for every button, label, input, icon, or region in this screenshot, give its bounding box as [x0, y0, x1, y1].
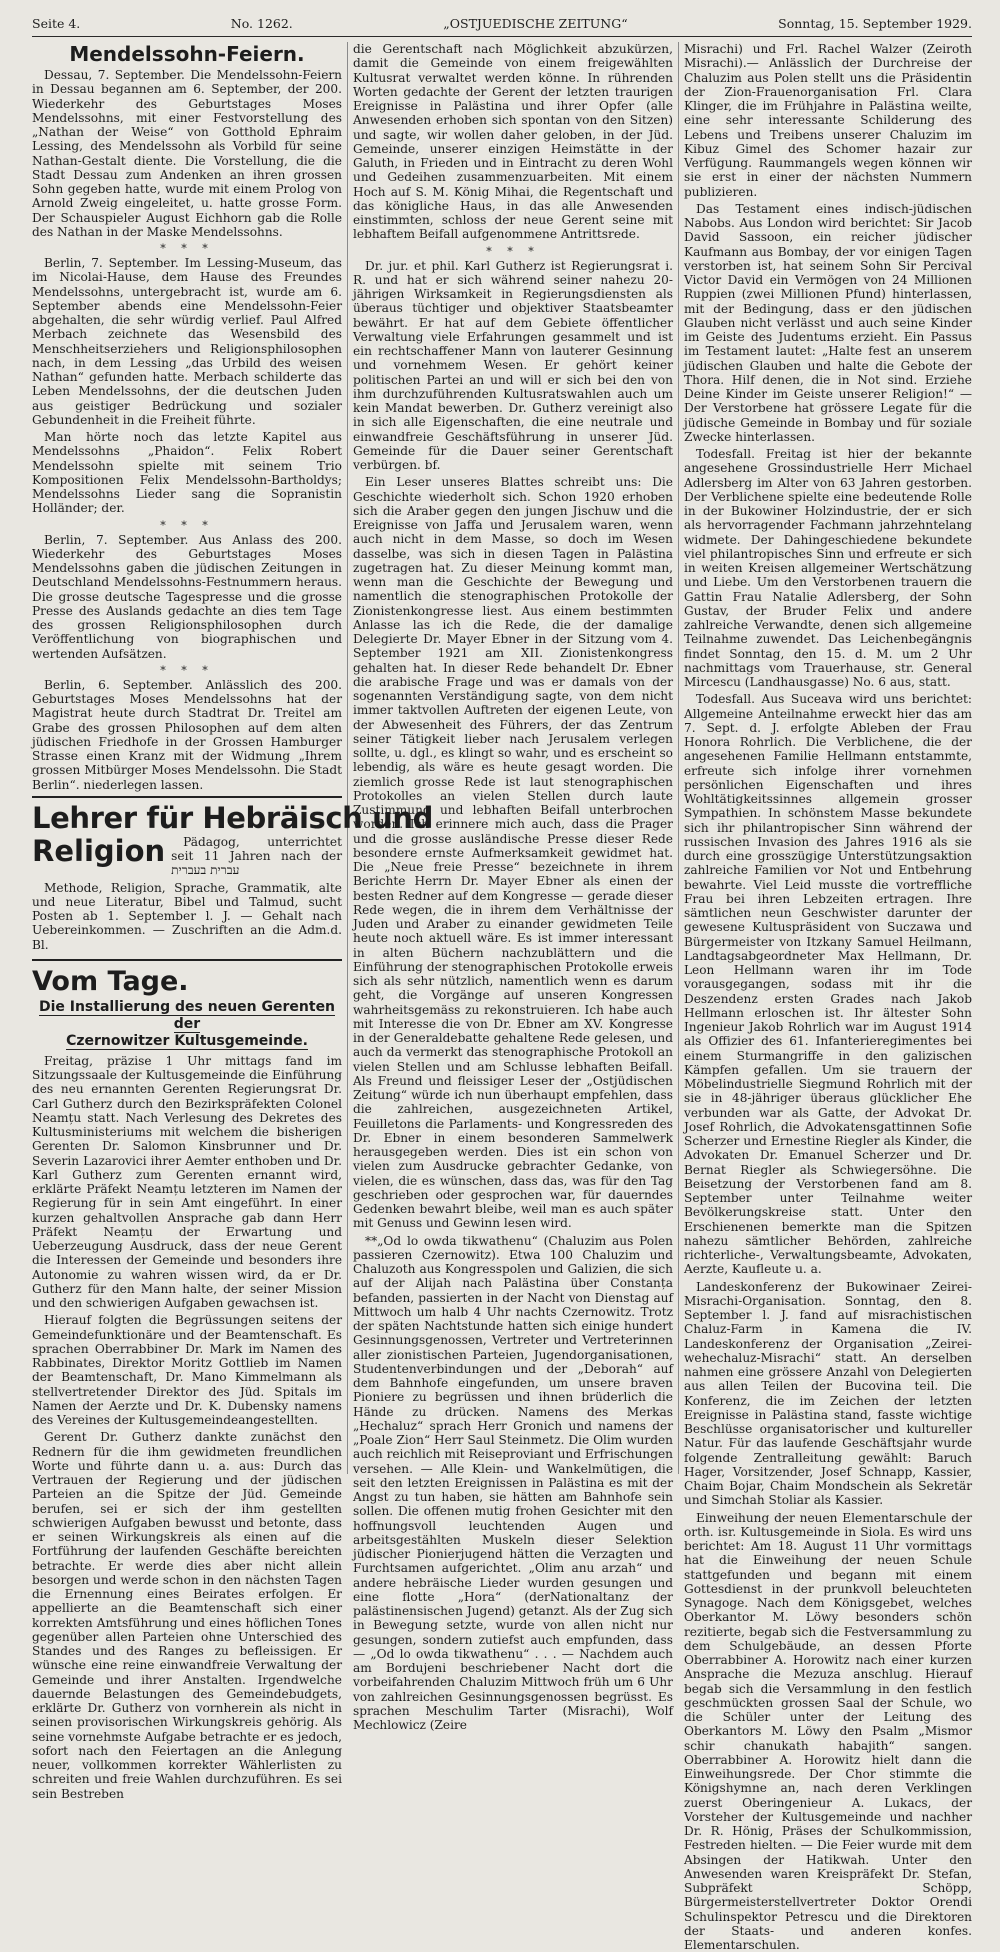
section-divider: * * * — [32, 519, 342, 532]
ad-side-text: Pädagog, unterrichtet seit 11 Jahren nach der עברית בעברית — [171, 835, 342, 878]
article-paragraph: Man hörte noch das letzte Kapitel aus Mendelssohns „Phaidon“. Felix Robert Mendelssohn spielte mit seinem Trio Kompositionen Felix Mendelssohn-Bartholdys; Mendelssohns Lieder sang die Sopranistin Holländer; der. — [32, 430, 342, 516]
ad-title-word: Religion — [32, 835, 165, 868]
article-paragraph: Hierauf folgten die Begrüssungen seitens der Gemeindefunktionäre und der Beamtenschaft. Es sprachen Oberrabbiner Dr. Mark im Namen des Rabbinates, Direktor Moritz Gottlieb im Namen der Beamtenschaft, Dr. Mano Kimmelmann als stellvertretender Direktor des Jüd. Spitals im Namen der Aerzte und Dr. K. Dubensky namens des Vereines der Kultusgemeindeangestellten. — [32, 1313, 342, 1427]
section-divider: * * * — [32, 664, 342, 677]
article-paragraph: Freitag, präzise 1 Uhr mittags fand im Sitzungssaale der Kultusgemeinde die Einführung des neu ernannten Gerenten Regierungsrat Dr. Carl Gutherz durch den Bezirkspräfekten Colonel Neamțu statt. Nach Verlesung des Dekretes des Kultusministeriums mit welchem die bisherigen Gerenten Dr. Salomon Kinsbrunner und Dr. Severin Lazarovici ihrer Aemter enthoben und Dr. Karl Gutherz zum Gerenten ernannt wird, erklärte Präfekt Neamțu letzteren im Namen der Regierung für in sein Amt eingeführt. In einer kurzen gehaltvollen Ansprache gab dann Herr Präfekt Neamțu der Erwartung und Ueberzeugung Ausdruck, dass der neue Gerent die Interessen der Gemeinde und besonders ihre Autonomie zu wahren wissen wird, da er Dr. Gutherz für den Mann halte, der seiner Mission und den schwierigen Aufgaben gewachsen ist. — [32, 1054, 342, 1311]
column-1 — [32, 42, 342, 1474]
subheadline-line-2: Czernowitzer Kultusgemeinde. — [66, 1033, 308, 1050]
section-divider: * * * — [32, 242, 342, 255]
article-paragraph: Berlin, 6. September. Anlässlich des 200. Geburtstages Moses Mendelssohns hat der Magistrat heute durch Stadtrat Dr. Treitel am Grabe des grossen Philosophen auf dem alten jüdischen Friedhofe in der Grossen Hamburger Strasse einen Kranz mit der Widmung „Ihrem grossen Mitbürger Moses Mendelssohn. Die Stadt Berlin“. niederlegen lassen. — [32, 678, 342, 792]
subheadline-line-1: Die Installierung des neuen Gerenten der — [39, 999, 335, 1033]
article-paragraph: Dr. jur. et phil. Karl Gutherz ist Regierungsrat i. R. und hat er sich während seiner nahezu 20-jährigen Wirksamkeit in Regierungsdiensten als überaus tüchtiger und objektiver Staatsbeamter bewährt. Er hat auf dem Gebiete öffentlicher Verwaltung viele Erfahrungen gesammelt und ist ein rechtschaffener Mann von lauterer Gesinnung und vornehmem Wesen. Er gehört keiner politischen Partei an und will er sich bei den von ihm durchzuführenden Kultusratswahlen auch um kein Mandat bewerben. Dr. Gutherz vereinigt also in sich alle Eigenschaften, die eine neutrale und einwandfreie Geschäftsführung in unserer Jüd. Gemeinde für die Dauer seiner Gerentschaft verbürgen. bf. — [353, 259, 673, 473]
newspaper-title: „OSTJUEDISCHE ZEITUNG“ — [443, 16, 627, 31]
article-paragraph: **„Od lo owda tikwathenu“ (Chaluzim aus Polen passieren Czernowitz). Etwa 100 Chaluzim und Chaluzoth aus Kongresspolen und Galizien, die sich auf der Alijah nach Palästina über Constanța befanden, passierten in der Nacht von Dienstag auf Mittwoch um halb 4 Uhr nachts Czernowitz. Trotz der späten Nachtstunde hatten sich einige hundert Gesinnungsgenossen, Vertreter und Vertreterinnen aller zionistischen Parteien, Jugendorganisationen, Studentenverbindungen und der „Deborah“ auf dem Bahnhofe eingefunden, um unsere braven Pioniere zu begrüssen und ihnen brüderlich die Hände zu drücken. Namens des Merkas „Hechaluz“ sprach Herr Gronich und namens der „Poale Zion“ Herr Saul Steinmetz. Die Olim wurden auch reichlich mit Reiseproviant und Erfrischungen versehen. — Alle Klein- und Wankelmütigen, die seit den letzten Ereignissen in Palästina es mit der Angst zu tun haben, sie hätten am Bahnhofe sein sollen. Die offenen mutig frohen Gesichter mit den hoffnungsvoll leuchtenden Augen und arbeitsgestählten Muskeln dieser Selektion jüdischer Pionierjugend hätten die Verzagten und Furchtsamen aufgerichtet. „Olim anu arzah“ und andere hebräische Lieder wurden gesungen und eine flotte „Hora“ (derNationaltanz der palästinensischen Jugend) getanzt. Als der Zug sich in Bewegung setzte, wurde von allen nicht nur gesungen, sondern zutiefst auch empfunden, dass — „Od lo owda tikwathenu“ . . . — Nachdem auch am Bordujeni beschriebener Nacht dort die vorbeifahrenden Chaluzim Mittwoch früh um 6 Uhr von zahlreichen Gesinnungsgenossen begrüsst. Es sprachen Meschulim Tarter (Misrachi), Wolf Mechlowicz (Zeire — [353, 1234, 673, 1733]
column-divider — [678, 42, 679, 1474]
article-paragraph: Einweihung der neuen Elementarschule der orth. isr. Kultusgemeinde in Siola. Es wird uns berichtet: Am 18. August 11 Uhr vormittags hat die Einweihung der neuen Schule stattgefunden und begann mit einem Gottesdienst in der prunkvoll beleuchteten Synagoge. Nach dem Königsgebet, welches Oberkantor M. Löwy besonders schön rezitierte, begab sich die Festversammlung zu dem Schulgebäude, an dessen Pforte Oberrabbiner A. Horowitz nach einer kurzen Ansprache die Mezuza anschlug. Hierauf begab sich die Versammlung in den festlich geschmückten grossen Saal der Schule, wo die Schüler unter der Leitung des Oberkantors M. Löwy den Psalm „Mismor schir chanukath habajith“ sangen. Oberrabbiner A. Horowitz hielt dann die Einweihungsrede. Der Chor stimmte die Königshymne an, nach deren Verklingen zuerst Oberingenieur A. Lukacs, der Vorsteher der Kultusgemeinde und nachher Dr. R. Hönig, Präses der Schulkommission, Festreden hielten. — Die Feier wurde mit dem Absingen der Hatikwah. Unter den Anwesenden waren Kreispräfekt Dr. Stefan, Subpräfekt Schöpp, Bürgermeisterstellvertreter Doktor Orendi Schulinspektor Petrescu und die Direktoren der Staats- und anderen konfes. Elementarschulen. — [684, 1511, 972, 1952]
article-paragraph: Berlin, 7. September. Im Lessing-Museum, das im Nicolai-Hause, dem Hause des Freundes Mendelssohns, untergebracht ist, wurde am 6. September abends eine Mendelssohn-Feier abgehalten, die sehr würdig verlief. Paul Alfred Merbach zeichnete das Wesensbild des Menschheitserziehers und Religionsphilosophen nach, in dem Lessing „das Urbild des weisen Nathan“ gefunden hatte. Merbach schilderte das Leben Mendelssohns, der die deutschen Juden aus geistiger Bedrückung und sozialer Gebundenheit in die Freiheit führte. — [32, 256, 342, 427]
column-2 — [353, 42, 673, 1474]
article-paragraph: Dessau, 7. September. Die Mendelssohn-Feiern in Dessau begannen am 6. September, der 200. Wiederkehr des Geburtstages Moses Mendelssohns, mit einer Festvorstellung des „Nathan der Weise“ von Gotthold Ephraim Lessing, des Mendelssohn als Vorbild für seine Nathan-Gestalt diente. Die Vorstellung, die die Stadt Dessau zum Andenken an ihren grossen Sohn gegeben hatte, wurde mit einem Prolog von Arnold Zweig eingeleitet, u. hatte grosse Form. Der Schauspieler August Eichhorn gab die Rolle des Nathan in der Maske Mendelssohns. — [32, 68, 342, 239]
section-title: Vom Tage. — [32, 967, 342, 997]
teacher-advertisement — [32, 796, 342, 961]
article-subheadline — [32, 999, 342, 1050]
article-paragraph: Das Testament eines indisch-jüdischen Nabobs. Aus London wird berichtet: Sir Jacob David Sassoon, ein reicher jüdischer Kaufmann aus Bombay, der vor einigen Tagen verstorben ist, hat seinem Sohn Sir Percival Victor David ein Vermögen von 24 Millionen Ruppien (zwei Millionen Pfund) hinterlassen, mit der Bedingung, dass er den jüdischen Glauben nicht verlässt und auch seine Kinder im Geiste des Judentums erzieht. Ein Passus im Testament lautet: „Halte fest an unserem jüdischen Glauben und halte die Gebote der Thora. Hilf denen, die in Not sind. Erziehe Deine Kinder im Geiste unserer Religion!“ — Der Verstorbene hat grössere Legate für die jüdische Gemeinde in Bombay und für soziale Zwecke hinterlassen. — [684, 202, 972, 444]
ad-body: Methode, Religion, Sprache, Grammatik, alte und neue Literatur, Bibel und Talmud, sucht Posten ab 1. September l. J. — Gehalt nach Uebereinkommen. — Zuschriften an die Adm.d. Bl. — [32, 881, 342, 952]
header-rule — [32, 36, 972, 37]
mendelssohn-headline: Mendelssohn-Feiern. — [32, 42, 342, 66]
page-header — [32, 12, 972, 34]
ad-title: Lehrer für Hebräisch und — [32, 802, 342, 835]
ad-row — [32, 835, 342, 881]
column-3 — [684, 42, 972, 1474]
article-paragraph: Gerent Dr. Gutherz dankte zunächst den Rednern für die ihm gewidmeten freundlichen Worte und führte dann u. a. aus: Durch das Vertrauen der Regierung und der jüdischen Parteien an die Spitze der Jüd. Gemeinde berufen, sei er sich der ihm gestellten schwierigen Aufgaben bewusst und betonte, dass er seinen Wirkungskreis als einen auf die Fortführung der laufenden Geschäfte bereichten betrachte. Er werde dies aber nicht allein besorgen und werde schon in den nächsten Tagen die Ernennung eines Beirates erfolgen. Er appellierte an die Beamtenschaft sich einer korrekten Amtsführung und eines höflichen Tones gegenüber allen Parteien ohne Unterschied des Standes und des Ranges zu befleissigen. Er wünsche eine reine einwandfreie Verwaltung der Gemeinde und ihrer Anstalten. Irgendwelche dauernde Belastungen des Gemeindebudgets, erklärte Dr. Gutherz von vornherein als nicht in seinen provisorischen Wirkungskreis gehörig. Als seine vornehmste Aufgabe betrachte er es jedoch, sofort nach den Feiertagen an die Anlegung neuer, vollkommen korrekter Wählerlisten zu schreiten und freie Wahlen durchzuführen. Es sei sein Bestreben — [32, 1430, 342, 1801]
article-paragraph: Todesfall. Freitag ist hier der bekannte angesehene Grossindustrielle Herr Michael Adlersberg im Alter von 63 Jahren gestorben. Der Verblichene spielte eine bedeutende Rolle in der Bukowiner Holzindustrie, der er sich als hervorragender Fachmann jahrzehntelang widmete. Der Dahingeschiedene bekundete viel philantropisches Sinn und erfreute er sich in weiten Kreisen allgemeiner Wertschätzung und Liebe. Um den Verstorbenen trauern die Gattin Frau Natalie Adlersberg, der Sohn Gustav, der Bruder Felix und andere zahlreiche Verwandte, denen sich allgemeine Teilnahme zuwendet. Das Leichenbegängnis findet Sonntag, den 15. d. M. um 2 Uhr nachmittags vom Trauerhause, str. General Mircescu (Landhausgasse) No. 6 aus, statt. — [684, 447, 972, 689]
article-paragraph: Landeskonferenz der Bukowinaer Zeirei-Misrachi-Organisation. Sonntag, den 8. September l. J. fand auf misrachistischen Chaluz-Farm in Kamena die IV. Landeskonferenz der Organisation „Zeirei-wehechaluz-Misrachi“ statt. An derselben nahmen eine grössere Anzahl von Delegierten aus allen Teilen der Bucovina teil. Die Konferenz, die im Zeichen der letzten Ereignisse in Palästina stand, fasste wichtige Beschlüsse organisatorischer und kultureller Natur. Für das laufende Geschäftsjahr wurde folgende Zentralleitung gewählt: Baruch Hager, Vorsitzender, Josef Schnapp, Kassier, Chaim Bojar, Chaim Mondschein als Sekretär und Simchah Stoliar als Kassier. — [684, 1280, 972, 1508]
page-number: Seite 4. — [32, 16, 80, 31]
article-paragraph: Berlin, 7. September. Aus Anlass des 200. Wiederkehr des Geburtstages Moses Mendelssohns gaben die jüdischen Zeitungen in Deutschland Mendelssohns-Festnummern heraus. Die grosse deutsche Tagespresse und die grosse Presse des Auslands gedachte an dies tem Tage des grossen Religionsphilosophen durch Veröffentlichung von biographischen und wertenden Aufsätzen. — [32, 533, 342, 661]
issue-number: No. 1262. — [231, 16, 293, 31]
article-paragraph: Todesfall. Aus Suceava wird uns berichtet: Allgemeine Anteilnahme erweckt hier das am 7. Sept. d. J. erfolgte Ableben der Frau Honora Rohrlich. Die Verblichene, die der angesehenen Familie Hellmann entstammte, erfreute sich infolge ihrer vornehmen persönlichen Eigenschaften und ihres Wohltätigkeitssinnes allgemein grosser Sympathien. In schönstem Masse bekundete sich ihr philantropischer Sinn während der russischen Invasion des Jahres 1916 als sie durch eine grosszügige Unterstützungsaktion zahlreiche Familien vor Not und Entbehrung bewahrte. Viel Leid musste die vortreffliche Frau bei ihren Lebzeiten ertragen. Ihre sämtlichen neun Geschwister darunter der gewesene Kultuspräsident von Suczawa und Bürgermeister von Itzkany Samuel Heilmann, Landtagsabgeordneter Max Hellmann, Dr. Leon Hellmann waren ihr im Tode vorausgegangen, sodass mit ihr die Deszendenz ersten Grades nach Jakob Hellmann erloschen ist. Ihr ältester Sohn Ingenieur Jakob Rohrlich war im August 1914 als Offizier des 61. Infanterieregimentes bei einem Sturmangriffe in den galizischen Kämpfen gefallen. Um sie trauern der Möbelindustrielle Siegmund Rohrlich mit der sie in 48-jähriger überaus glücklicher Ehe verbunden war als Gatte, der Advokat Dr. Josef Rohrlich, die Advokatensgattinnen Sofie Scherzer und Ernestine Riegler als Kinder, die Advokaten Dr. Emanuel Scherzer und Dr. Bernat Riegler als Schwiegersöhne. Die Beisetzung der Verstorbenen fand am 8. September unter Teilnahme weiter Bevölkerungskreise statt. Unter den Erschienenen bemerkte man die Spitzen nahezu sämtlicher Behörden, zahlreiche richterliche-, Verwaltungsbeamte, Advokaten, Aerzte, Kaufleute u. a. — [684, 692, 972, 1276]
column-divider — [347, 42, 348, 1474]
article-paragraph: Ein Leser unseres Blattes schreibt uns: Die Geschichte wiederholt sich. Schon 1920 erhoben sich die Araber gegen den jungen Jischuw und die Ereignisse von Jaffa und Jerusalem waren, wenn auch nicht in dem Masse, so doch im Wesen dasselbe, was sich in diesen Tagen in Palästina zugetragen hat. Zu dieser Meinung kommt man, wenn man die Geschichte der Bewegung und namentlich die stenographischen Protokolle der Zionistenkongresse liest. Aus einem bestimmten Anlasse las ich die Rede, die der damalige Delegierte Dr. Mayer Ebner in der Sitzung vom 4. September 1921 am XII. Zionistenkongress gehalten hat. In dieser Rede behandelt Dr. Ebner die arabische Frage und was er damals von der sogenannten Verständigung sagte, von dem nicht immer taktvollen Auftreten der eigenen Leute, von der Abwesenheit des Führers, der das Zentrum seiner Tätigkeit lieber nach Jerusalem verlegen sollte, u. dgl., es klingt so wahr, und es erscheint so lebendig, als wäre es heute gesagt worden. Die ziemlich grosse Rede ist laut stenographischen Protokolles an vielen Stellen durch laute Zustimmung und lebhaften Beifall unterbrochen worden. Ich erinnere mich auch, dass die Prager und die grosse ausländische Presse dieser Rede besondere ernste Aufmerksamkeit gewidmet hat. Die „Neue freie Presse“ bezeichnete in ihrem Berichte Herrn Dr. Mayer Ebner als einen der besten Redner auf dem Kongresse — gerade dieser Rede wegen, die in ihrem dem Verhältnisse der Juden und Araber zu einander gewidmeten Teile heute noch aktuell wäre. Es ist immer interessant in alten Büchern nachzublättern und die Einführung der stenographischen Protokolle erweis sich als sehr nützlich, namentlich wenn es darum geht, die Vorgänge auf unseren Kongressen wahrheitsgemäss zu rekonstruieren. Ich habe auch mit Interesse die von Dr. Ebner am XV. Kongresse in der Generaldebatte gehaltene Rede gelesen, und auch da vermerkt das stenographische Protokoll an vielen Stellen und am Schlusse lebhaften Beifall. Als Freund und fleissiger Leser der „Ostjüdischen Zeitung“ würde ich nun überhaupt empfehlen, dass die zahlreichen, ausgezeichneten Artikel, Feuilletons die Parlaments- und Kongressreden des Dr. Ebner in einem besonderen Sammelwerk herausgegeben werden. Dies ist ein schon von vielen zum Ausdrucke gebrachter Gedanke, von vielen, die es wünschen, dass das, was für den Tag geschrieben oder gesprochen war, für dauerndes Gedenken bewahrt bleibe, weil man es auch später mit Genuss und Gewinn lesen wird. — [353, 475, 673, 1230]
section-divider: * * * — [353, 245, 673, 258]
article-paragraph: Misrachi) und Frl. Rachel Walzer (Zeiroth Misrachi).— Anlässlich der Durchreise der Chaluzim aus Polen stellt uns die Präsidentin der Zion-Frauenorganisation Frl. Clara Klinger, die im Frühjahre in Palästina weilte, eine sehr interessante Schilderung des Lebens und Treibens unserer Chaluzim im Kibuz Gimel des Schomer hazair zur Verfügung. Raummangels wegen können wir sie erst in einer der nächsten Nummern publizieren. — [684, 42, 972, 199]
issue-date: Sonntag, 15. September 1929. — [778, 16, 972, 31]
article-paragraph: die Gerentschaft nach Möglichkeit abzukürzen, damit die Gemeinde von einem freigewählten Kultusrat verwaltet werden könne. In rührenden Worten gedachte der Gerent der letzten traurigen Ereignisse in Palästina und ihrer Opfer (alle Anwesenden erhoben sich spontan von den Sitzen) und sagte, wir wollen daher geloben, in der Jüd. Gemeinde, unserer einzigen Heimstätte in der Galuth, in Frieden und in Eintracht zu deren Wohl und Gedeihen zusammenzuarbeiten. Mit einem Hoch auf S. M. König Mihai, die Regentschaft und das königliche Haus, in das alle Anwesenden einstimmten, schloss der neue Gerent seine mit lebhaftem Beifall aufgenommene Antrittsrede. — [353, 42, 673, 242]
